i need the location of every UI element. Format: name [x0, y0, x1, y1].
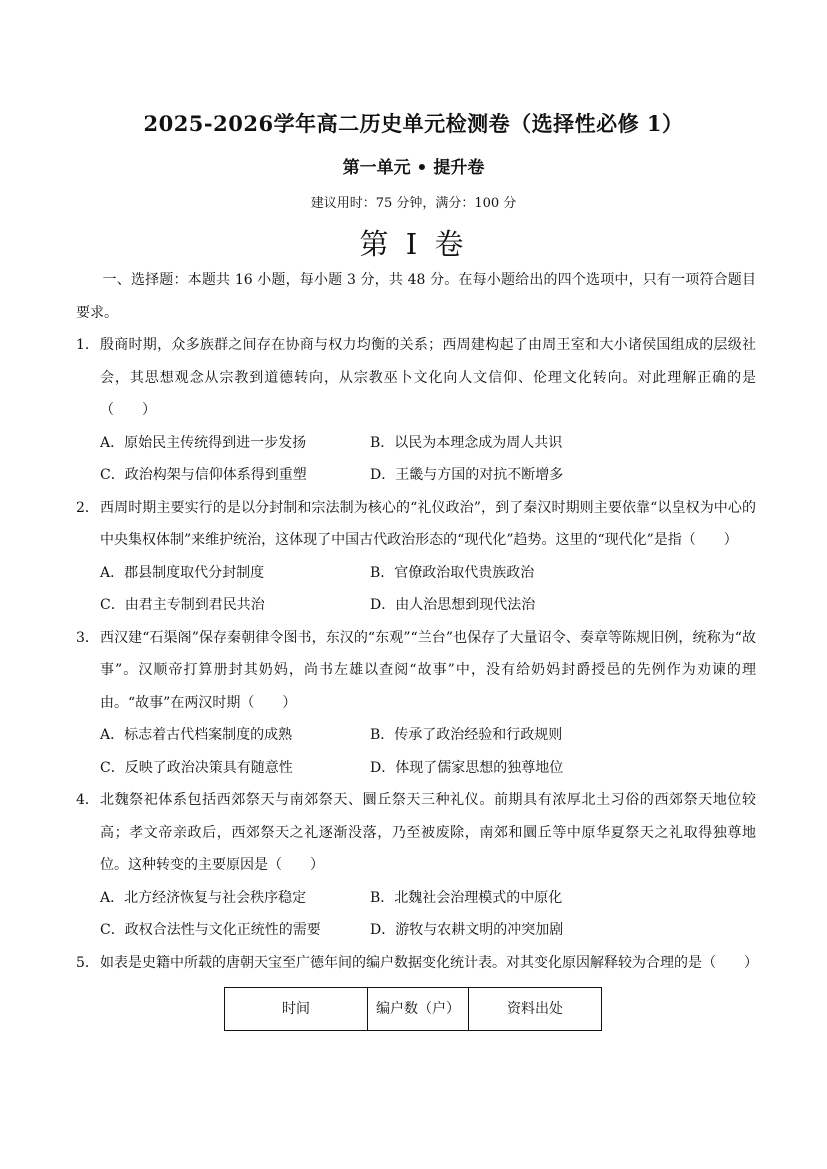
option-a[interactable]: A．北方经济恢复与社会秩序稳定 — [100, 889, 307, 906]
header-source: 资料出处 — [469, 988, 602, 1031]
question-text: 北魏祭祀体系包括西郊祭天与南郊祭天、圜丘祭天三种礼仪。前期具有浓厚北土习俗的西郊祭天地位较高；孝文帝亲政后，西郊祭天之礼逐渐没落，乃至被废除，南郊和圜丘等中原华夏祭天之礼取得独尊地位。这种转变的主要原因是（ ） — [100, 792, 756, 873]
household-data-table — [224, 987, 602, 1031]
option-d[interactable]: D．由人治思想到现代法治 — [370, 597, 536, 613]
option-c[interactable]: C．由君主专制到君民共治 — [100, 597, 265, 613]
question-5 — [76, 947, 756, 1032]
option-b[interactable]: B．官僚政治取代贵族政治 — [370, 564, 535, 581]
option-list — [76, 427, 756, 492]
option-list — [76, 557, 756, 622]
question-stem — [76, 622, 756, 720]
option-d[interactable]: D．体现了儒家思想的独尊地位 — [370, 759, 564, 776]
option-b[interactable]: B．北魏社会治理模式的中原化 — [370, 889, 563, 906]
option-list — [76, 719, 756, 784]
exam-content — [76, 264, 756, 1031]
option-d[interactable]: D．游牧与农耕文明的冲突加剧 — [370, 922, 564, 938]
question-number: 1． — [76, 337, 99, 353]
question-text: 殷商时期，众多族群之间存在协商与权力均衡的关系；西周建构起了由周王室和大小诸侯国组成的层级社会，其思想观念从宗教到道德转向，从宗教巫卜文化向人文信仰、伦理文化转向。对此理解正确的是（ ） — [100, 337, 756, 418]
option-c[interactable]: C．政权合法性与文化正统性的需要 — [100, 922, 321, 938]
option-b[interactable]: B．传承了政治经验和行政规则 — [370, 727, 563, 743]
question-stem — [76, 947, 756, 980]
question-text: 西汉建“石渠阁”保存秦朝律令图书，东汉的“东观”“兰台”也保存了大量诏令、奏章等陈规旧例，统称为“故事”。汉顺帝打算册封其奶妈，尚书左雄以查阅“故事”中，没有给奶妈封爵授邑的先例作为劝谏的理由。“故事”在两汉时期（ ） — [100, 629, 756, 711]
question-number: 3． — [76, 629, 99, 646]
option-a[interactable]: A．原始民主传统得到进一步发扬 — [100, 434, 307, 451]
option-c[interactable]: C．反映了政治决策具有随意性 — [100, 759, 293, 776]
question-number: 5． — [76, 954, 99, 971]
option-b[interactable]: B．以民为本理念成为周人共识 — [370, 434, 563, 451]
table-header-row — [225, 988, 602, 1031]
question-text: 西周时期主要实行的是以分封制和宗法制为核心的“礼仪政治”，到了秦汉时期则主要依靠“以皇权为中心的中央集权体制”来维护统治，这体现了中国古代政治形态的“现代化”趋势。这里的“现代化”是指（ ） — [100, 499, 756, 548]
option-a[interactable]: A．郡县制度取代分封制度 — [100, 564, 265, 581]
unit-subtitle: 第一单元 • 提升卷 — [342, 158, 485, 178]
option-d[interactable]: D．王畿与方国的对抗不断增多 — [370, 467, 564, 483]
question-number: 2． — [76, 499, 99, 516]
section-instructions: 一、选择题：本题共 16 小题，每小题 3 分，共 48 分。在每小题给出的四个选项中，只有一项符合题目要求。 — [76, 272, 756, 321]
header-households: 编户数（户） — [368, 988, 469, 1031]
exam-title: 2025-2026学年高二历史单元检测卷（选择性必修 1） — [143, 111, 684, 136]
question-stem — [76, 329, 756, 427]
data-table-wrapper — [76, 987, 756, 1031]
question-number: 4． — [76, 792, 99, 808]
volume-heading: 第 I 卷 — [359, 227, 468, 261]
header-time: 时间 — [225, 988, 368, 1031]
question-4 — [76, 784, 756, 947]
time-score-note: 建议用时：75 分钟，满分：100 分 — [310, 196, 517, 211]
option-c[interactable]: C．政治构架与信仰体系得到重塑 — [100, 467, 307, 483]
question-1 — [76, 329, 756, 492]
option-a[interactable]: A．标志着古代档案制度的成熟 — [100, 727, 293, 743]
question-text: 如表是史籍中所载的唐朝天宝至广德年间的编户数据变化统计表。对其变化原因解释较为合理的是（ ） — [100, 954, 758, 971]
option-list — [76, 882, 756, 947]
question-3 — [76, 622, 756, 785]
question-stem — [76, 492, 756, 557]
question-2 — [76, 492, 756, 622]
question-stem — [76, 784, 756, 882]
